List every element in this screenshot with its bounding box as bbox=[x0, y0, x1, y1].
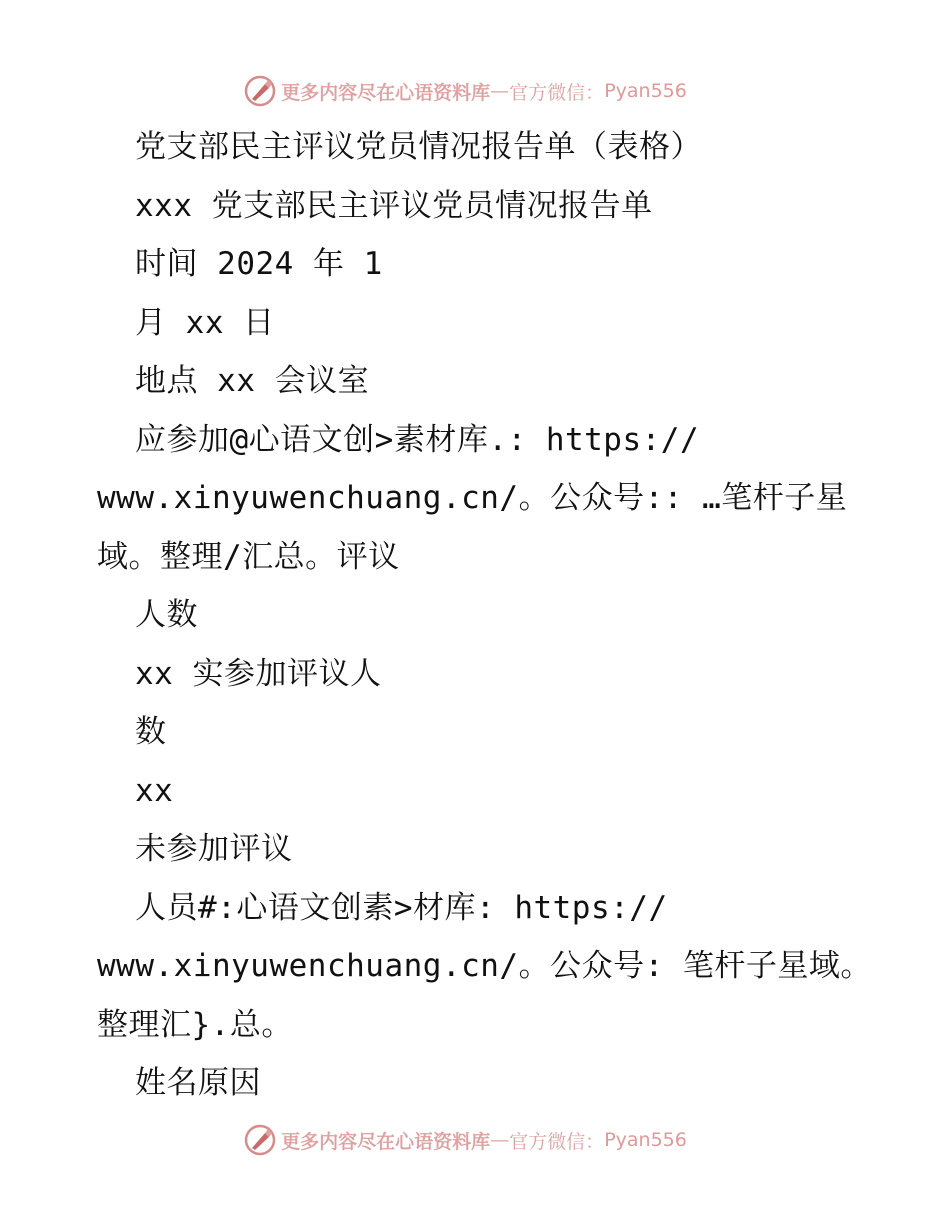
count-label-line: 人数 bbox=[135, 597, 198, 633]
name-reason-header: 姓名原因 bbox=[135, 1065, 261, 1101]
header-watermark bbox=[0, 71, 950, 111]
count-label-line: 数 bbox=[135, 714, 167, 750]
watermark-wechat-id: Pyan556 bbox=[604, 80, 687, 102]
url-line: www.xinyuwenchuang.cn/。公众号: 笔杆子星域。 bbox=[97, 948, 872, 984]
document-title: 党支部民主评议党员情况报告单（表格） bbox=[135, 129, 702, 165]
watermark-dash: — bbox=[490, 80, 510, 102]
actual-attendance-line: xx 实参加评议人 bbox=[135, 655, 382, 692]
watermark-sub-text: 官方微信： bbox=[509, 81, 605, 104]
watermark-main-text: 更多内容尽在心语资料库 bbox=[281, 1130, 491, 1153]
absent-label-line: 未参加评议 bbox=[135, 831, 293, 867]
document-body bbox=[97, 118, 872, 1113]
watermark-sub-text: 官方微信： bbox=[509, 1130, 605, 1153]
watermark-wechat-id: Pyan556 bbox=[604, 1129, 687, 1151]
report-heading: xxx 党支部民主评议党员情况报告单 bbox=[135, 187, 653, 224]
pen-nib-logo-icon bbox=[243, 1123, 277, 1157]
date-line: 月 xx 日 bbox=[135, 304, 275, 341]
expected-attendance-line: 应参加@心语文创>素材库.: https:// bbox=[135, 421, 700, 458]
time-line: 时间 2024 年 1 bbox=[135, 246, 383, 282]
count-value-line: xx bbox=[135, 772, 174, 809]
url-line: www.xinyuwenchuang.cn/。公众号:: …笔杆子星 bbox=[97, 480, 848, 516]
absent-people-line: 人员#:心语文创素>材库: https:// bbox=[135, 889, 668, 926]
wrap-line: 域。整理/汇总。评议 bbox=[97, 538, 400, 575]
location-line: 地点 xx 会议室 bbox=[135, 363, 370, 399]
pen-nib-logo-icon bbox=[243, 74, 277, 108]
watermark-dash: — bbox=[490, 1129, 510, 1151]
wrap-line: 整理汇}.总。 bbox=[97, 1006, 293, 1043]
footer-watermark bbox=[0, 1120, 950, 1160]
watermark-main-text: 更多内容尽在心语资料库 bbox=[281, 81, 491, 104]
